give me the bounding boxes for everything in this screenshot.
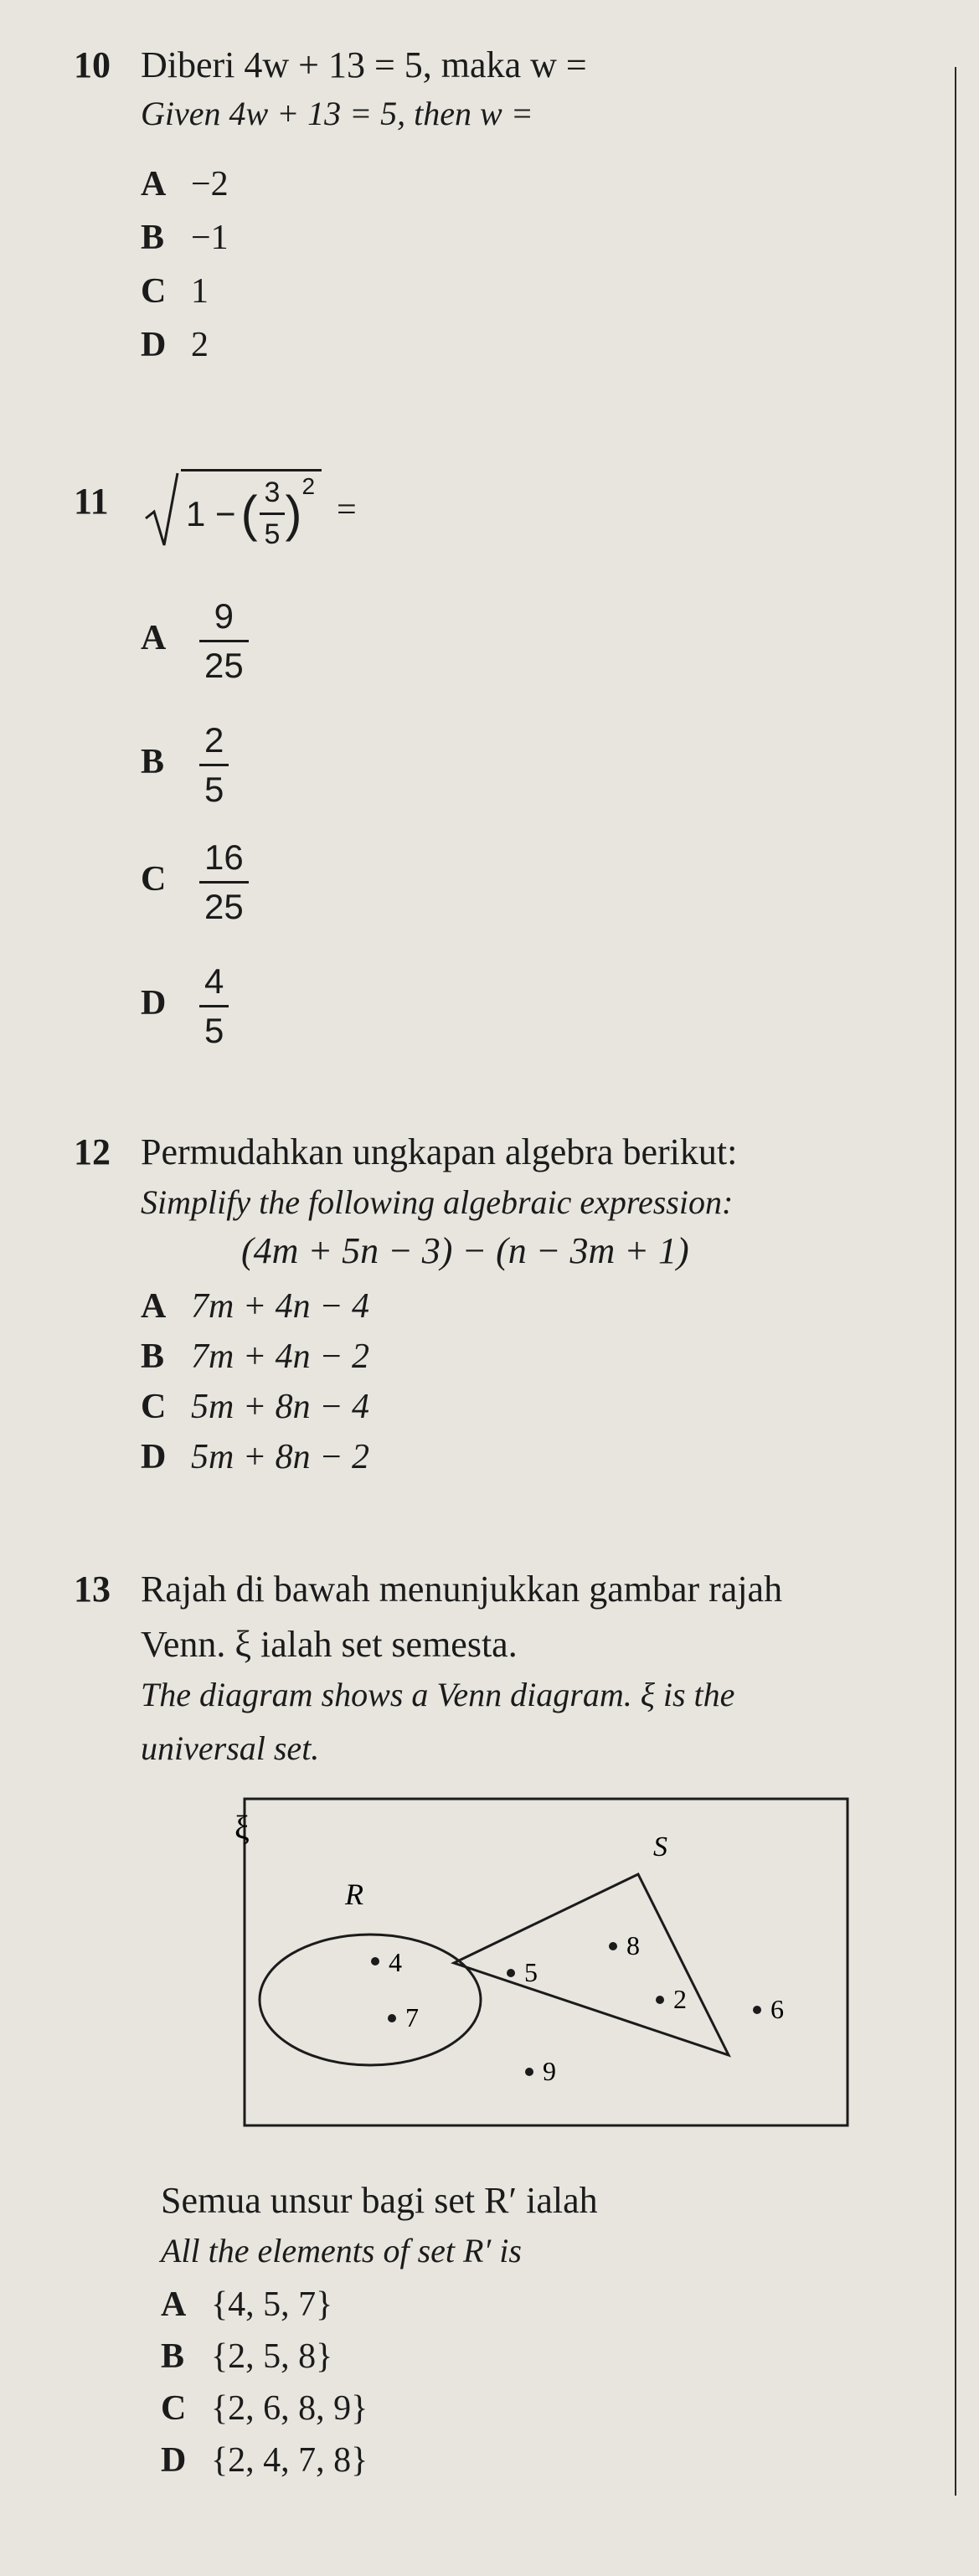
element-label: 9 — [543, 2056, 556, 2086]
question-13-stem-ms-line1: 13 Rajah di bawah menunjukkan gambar rajah — [74, 1569, 783, 1610]
venn-diagram — [234, 1799, 848, 2125]
element-dot — [656, 1996, 664, 2004]
q10-option-c[interactable]: C 1 — [141, 272, 209, 311]
element-label: 6 — [770, 1994, 784, 2024]
question-13-prompt-ms: Semua unsur bagi set R′ ialah — [161, 2180, 598, 2221]
question-number: 11 — [74, 480, 109, 522]
q13-option-a[interactable]: A {4, 5, 7} — [161, 2285, 333, 2324]
set-r-label: R — [345, 1878, 363, 1911]
element-label: 7 — [405, 2002, 419, 2032]
question-12-stem-ms: 12 Permudahkan ungkapan algebra berikut: — [74, 1131, 738, 1172]
set-s-triangle — [454, 1874, 729, 2055]
q11-option-d[interactable]: D $\frac{4}{5}$ — [141, 961, 229, 1051]
element-dot — [525, 2068, 533, 2076]
q12-option-d[interactable]: D 5m + 8n − 2 — [141, 1438, 370, 1476]
universal-set-label: ξ — [234, 1809, 250, 1847]
element-label: 2 — [673, 1984, 687, 2014]
set-r-ellipse — [260, 1935, 481, 2065]
q12-option-c[interactable]: C 5m + 8n − 4 — [141, 1388, 370, 1426]
q10-option-b[interactable]: B −1 — [141, 219, 229, 257]
q11-option-a[interactable]: A $\frac{9}{25}$ — [141, 596, 249, 686]
question-10-stem-en — [141, 94, 533, 133]
q13-option-d[interactable]: D {2, 4, 7, 8} — [161, 2441, 368, 2480]
q10-option-d[interactable]: D 2 — [141, 326, 209, 364]
question-12-stem-en: Simplify the following algebraic expression: — [141, 1183, 734, 1221]
q12-option-b[interactable]: B 7m + 4n − 2 — [141, 1337, 370, 1376]
question-11-stem: 11 1 − ( $\frac{3}{5}$ ) $^2$ = — [74, 469, 357, 551]
question-13-prompt-en: All the elements of set R′ is — [161, 2232, 522, 2269]
q10-option-a[interactable]: A −2 — [141, 165, 229, 204]
q12-option-a[interactable]: A 7m + 4n − 4 — [141, 1287, 370, 1326]
question-text-en: Given 4w + 13 = 5, then w = — [141, 95, 533, 132]
q11-option-c[interactable]: C $\frac{16}{25}$ — [141, 837, 249, 927]
question-13-stem-en-line1: The diagram shows a Venn diagram. ξ is the — [141, 1676, 735, 1713]
right-margin-rule — [955, 67, 956, 2496]
question-13-stem-ms-line2: Venn. ξ ialah set semesta. — [141, 1624, 518, 1665]
question-text-ms: Diberi 4w + 13 = 5, maka w = — [141, 44, 587, 85]
question-number: 10 — [74, 44, 111, 85]
radical-sign-icon — [144, 470, 181, 550]
element-dot — [371, 1957, 379, 1965]
element-label: 4 — [389, 1947, 402, 1977]
question-10-stem-ms — [74, 44, 587, 86]
sqrt-expression — [144, 469, 322, 551]
q13-option-b[interactable]: B {2, 5, 8} — [161, 2337, 333, 2376]
element-label: 5 — [524, 1957, 538, 1987]
question-13-stem-en-line2: universal set. — [141, 1729, 320, 1767]
q11-option-b[interactable]: B $\frac{2}{5}$ — [141, 720, 229, 810]
element-label: 8 — [626, 1930, 640, 1960]
element-dot — [507, 1969, 515, 1977]
element-dot — [388, 2014, 396, 2022]
inner-fraction: $\frac{3}{5}$ — [260, 477, 286, 551]
element-dot — [753, 2006, 761, 2014]
exponent: 2 — [301, 473, 316, 499]
radicand: 1 − ( $\frac{3}{5}$ ) $^2$ — [181, 469, 322, 551]
radicand-lead: 1 − — [186, 493, 236, 533]
q13-option-c[interactable]: C {2, 6, 8, 9} — [161, 2389, 368, 2428]
set-s-label: S — [653, 1832, 667, 1862]
element-dot — [609, 1942, 617, 1950]
question-12-expression: (4m + 5n − 3) − (n − 3m + 1) — [241, 1230, 689, 1271]
